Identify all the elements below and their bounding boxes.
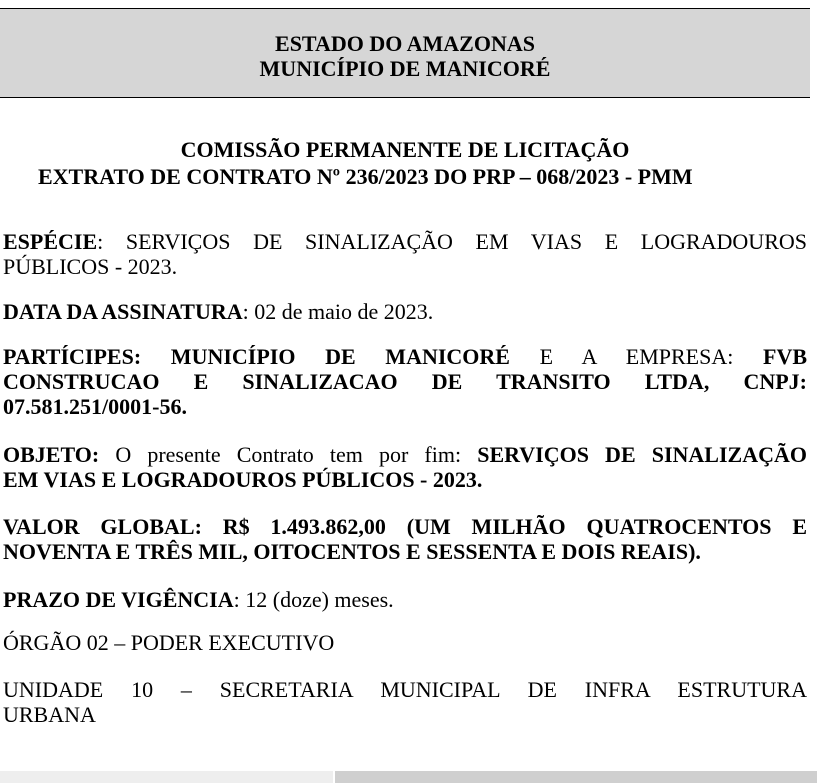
global-value-line2: NOVENTA E TRÊS MIL, OITOCENTOS E SESSENTA E DOIS REAIS). <box>3 539 701 564</box>
header-band <box>0 8 810 98</box>
company-name-start: FVB <box>763 344 807 369</box>
signature-date-label: DATA DA ASSINATURA <box>3 299 243 324</box>
signature-date-value: : 02 de maio de 2023. <box>242 299 434 324</box>
participants-section <box>3 344 807 419</box>
unit-line2: URBANA <box>3 702 96 727</box>
especie-value: : SERVIÇOS DE SINALIZAÇÃO EM VIAS E LOGRADOUROS <box>97 229 807 254</box>
company-cnpj: 07.581.251/0001-56. <box>3 394 187 419</box>
participants-label: PARTÍCIPES: MUNICÍPIO DE MANICORÉ <box>3 344 510 369</box>
company-name: CONSTRUCAO E SINALIZACAO DE TRANSITO LTDA, CNPJ: <box>3 369 807 394</box>
organ-text: ÓRGÃO 02 – PODER EXECUTIVO <box>3 630 335 655</box>
object-service-cont: EM VIAS E LOGRADOUROS PÚBLICOS - 2023. <box>3 467 483 492</box>
bottom-bar-left <box>0 771 333 783</box>
state-name: ESTADO DO AMAZONAS <box>275 31 535 56</box>
especie-section <box>3 229 807 279</box>
especie-value-cont: PÚBLICOS - 2023. <box>3 254 178 279</box>
especie-label: ESPÉCIE <box>3 229 98 254</box>
object-section <box>3 442 807 492</box>
unit-line1: UNIDADE 10 – SECRETARIA MUNICIPAL DE INFRA ESTRUTURA <box>3 677 807 702</box>
bottom-bar-right <box>335 771 817 783</box>
global-value-section <box>3 514 807 564</box>
signature-date-section <box>3 299 807 324</box>
organ-section <box>3 630 807 655</box>
term-section <box>3 587 807 612</box>
municipality-name: MUNICÍPIO DE MANICORÉ <box>259 56 551 81</box>
object-text: O presente Contrato tem por fim: <box>99 442 478 467</box>
global-value-line1: VALOR GLOBAL: R$ 1.493.862,00 (UM MILHÃO QUATROCENTOS E <box>3 514 807 539</box>
unit-section <box>3 677 807 727</box>
commission-title: COMISSÃO PERMANENTE DE LICITAÇÃO <box>180 137 630 162</box>
term-label: PRAZO DE VIGÊNCIA <box>3 587 234 612</box>
object-service-start: SERVIÇOS DE SINALIZAÇÃO <box>477 442 807 467</box>
contract-extract-title: EXTRATO DE CONTRATO Nº 236/2023 DO PRP – 068/2023 - PMM <box>38 164 693 189</box>
term-value: : 12 (doze) meses. <box>233 587 394 612</box>
participants-connector: E A EMPRESA: <box>509 344 763 369</box>
object-label: OBJETO: <box>3 442 100 467</box>
